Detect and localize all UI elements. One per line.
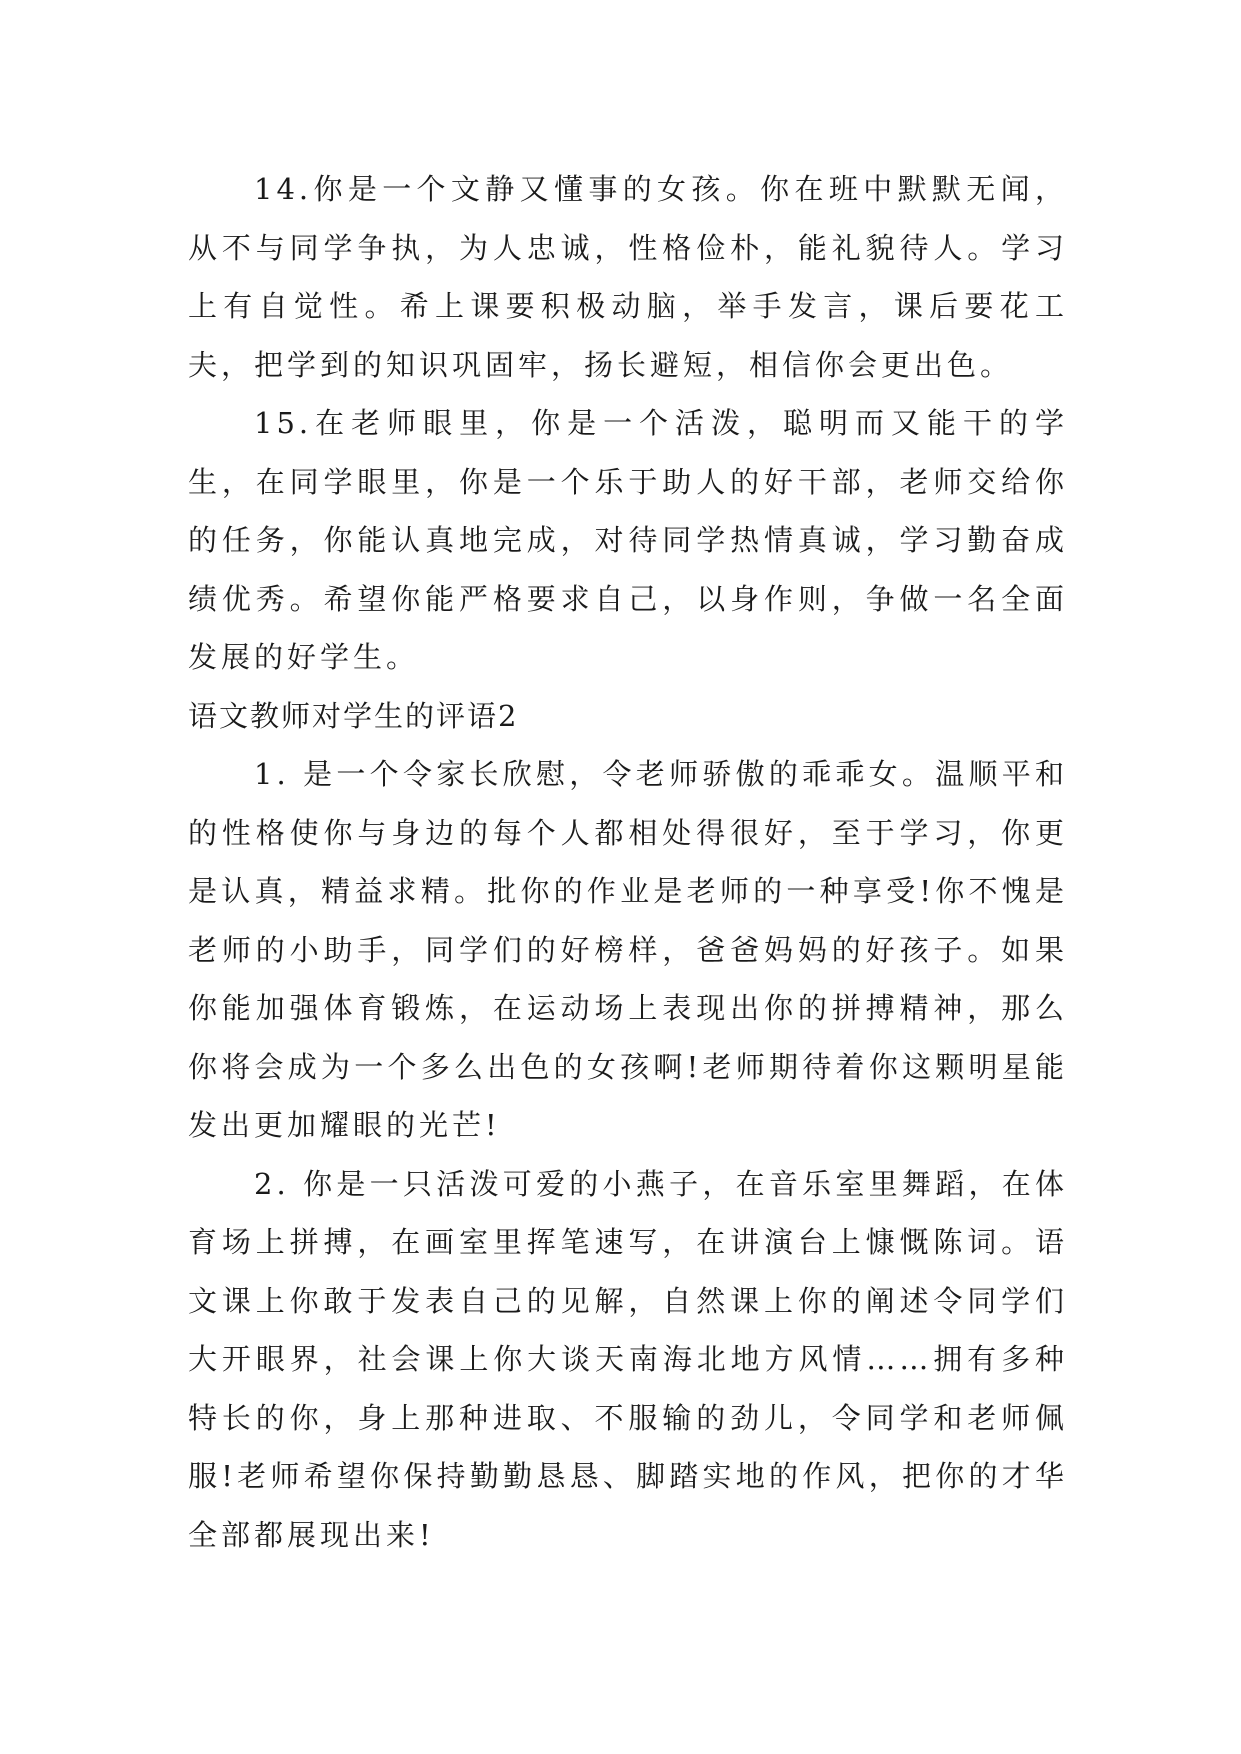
paragraph-item-2: 2. 你是一只活泼可爱的小燕子，在音乐室里舞蹈，在体育场上拼搏，在画室里挥笔速写，在讲演台上慷慨陈词。语文课上你敢于发表自己的见解，自然课上你的阐述令同学们大开眼界，社会课上你大谈天南海北地方风情……拥有多种特长的你，身上那种进取、不服输的劲儿，令同学和老师佩服!老师希望你保持勤勤恳恳、脚踏实地的作风，把你的才华全部都展现出来!	[188, 1166, 1068, 1552]
document-body	[188, 160, 1068, 1564]
paragraph-item-1: 1. 是一个令家长欣慰，令老师骄傲的乖乖女。温顺平和的性格使你与身边的每个人都相处得很好，至于学习，你更是认真，精益求精。批你的作业是老师的一种享受!你不愧是老师的小助手，同学们的好榜样，爸爸妈妈的好孩子。如果你能加强体育锻炼，在运动场上表现出你的拼搏精神，那么你将会成为一个多么出色的女孩啊!老师期待着你这颗明星能发出更加耀眼的光芒!	[188, 757, 1068, 1142]
paragraph-item-14: 14.你是一个文静又懂事的女孩。你在班中默默无闻，从不与同学争执，为人忠诚，性格俭朴，能礼貌待人。学习上有自觉性。希上课要积极动脑，举手发言，课后要花工夫，把学到的知识巩固牢，扬长避短，相信你会更出色。	[188, 172, 1068, 382]
paragraph-item-15: 15.在老师眼里，你是一个活泼，聪明而又能干的学生，在同学眼里，你是一个乐于助人的好干部，老师交给你的任务，你能认真地完成，对待同学热情真诚，学习勤奋成绩优秀。希望你能严格要求自己，以身作则，争做一名全面发展的好学生。	[188, 406, 1068, 674]
section-heading: 语文教师对学生的评语2	[188, 698, 519, 733]
